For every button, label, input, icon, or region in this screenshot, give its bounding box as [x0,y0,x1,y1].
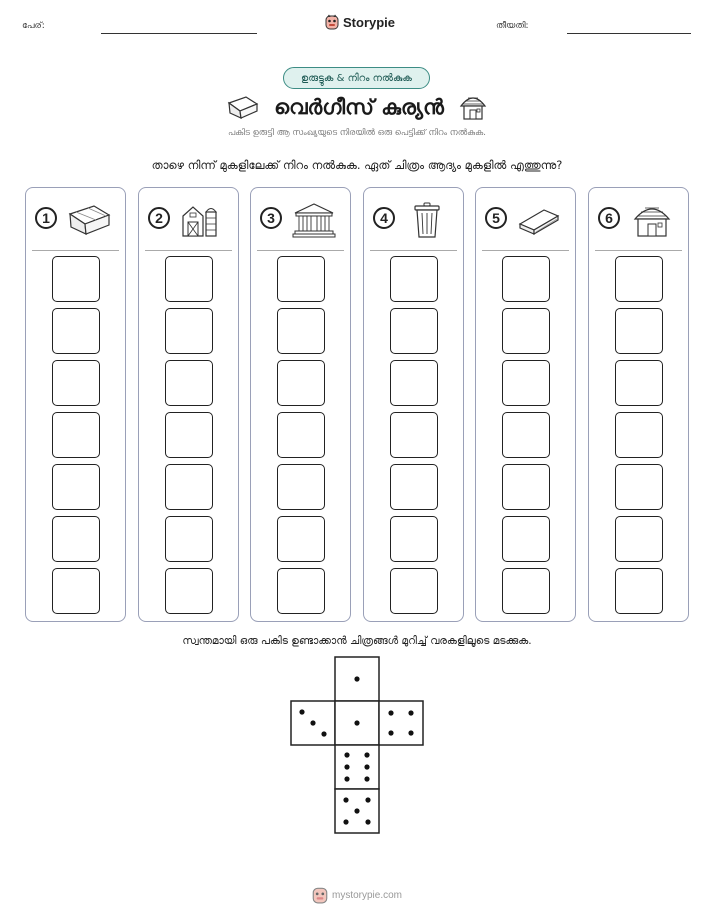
column-6 [588,187,689,622]
storypie-mascot-icon [312,886,328,904]
color-box[interactable] [502,308,550,354]
color-box[interactable] [165,412,213,458]
color-box[interactable] [390,568,438,614]
column-number: 4 [373,207,395,229]
color-box[interactable] [277,412,325,458]
brand-name: Storypie [343,14,396,30]
column-divider [482,250,569,251]
name-line[interactable] [101,33,257,34]
color-box[interactable] [390,308,438,354]
color-box[interactable] [52,308,100,354]
date-label: തീയതി: [496,21,529,31]
bank-building-icon [291,202,337,238]
color-box[interactable] [277,568,325,614]
color-box[interactable] [615,360,663,406]
book-icon [516,202,562,238]
dice-net-drawing [290,656,426,836]
color-box[interactable] [165,360,213,406]
brand-logo [325,14,395,30]
package-icon [226,94,260,120]
color-box[interactable] [277,256,325,302]
color-box[interactable] [165,568,213,614]
trash-can-icon [404,202,450,238]
column-number: 5 [485,207,507,229]
color-box[interactable] [277,464,325,510]
color-box[interactable] [390,464,438,510]
column-2 [138,187,239,622]
color-box[interactable] [615,308,663,354]
color-box[interactable] [52,568,100,614]
color-box[interactable] [52,412,100,458]
column-divider [145,250,232,251]
color-box[interactable] [502,360,550,406]
column-divider [370,250,457,251]
column-5 [475,187,576,622]
color-box[interactable] [52,516,100,562]
column-1 [25,187,126,622]
column-4 [363,187,464,622]
column-number: 3 [260,207,282,229]
color-box[interactable] [615,516,663,562]
hut-icon [458,92,488,122]
color-box[interactable] [52,256,100,302]
color-box[interactable] [165,516,213,562]
color-box[interactable] [615,412,663,458]
barn-icon [179,202,225,238]
color-box[interactable] [277,516,325,562]
color-box[interactable] [165,464,213,510]
column-number: 6 [598,207,620,229]
color-box[interactable] [390,412,438,458]
storypie-mascot-icon [325,14,339,30]
footer-link[interactable]: mystorypie.com [331,889,402,901]
page-title: വെർഗീസ് കുര്യൻ [274,94,444,119]
date-line[interactable] [567,33,691,34]
color-box[interactable] [615,464,663,510]
color-box[interactable] [165,308,213,354]
column-divider [32,250,119,251]
package-icon [66,202,112,238]
column-3 [250,187,351,622]
color-box[interactable] [502,516,550,562]
color-box[interactable] [502,464,550,510]
footer [0,886,714,904]
column-divider [595,250,682,251]
color-box[interactable] [502,412,550,458]
dice-net [290,656,426,836]
column-number: 1 [35,207,57,229]
activity-type-badge: ഉരുട്ടുക & നിറം നൽകുക [283,67,430,89]
color-box[interactable] [165,256,213,302]
column-number: 2 [148,207,170,229]
color-box[interactable] [390,256,438,302]
dice-instruction: സ്വന്തമായി ഒരു പകിട ഉണ്ടാക്കാൻ ചിത്രങ്ങൾ മുറിച്ച് വരകളിലൂടെ മടക്കുക. [182,635,532,647]
page-title-row [0,92,714,122]
color-box[interactable] [277,360,325,406]
color-box[interactable] [390,516,438,562]
color-box[interactable] [52,464,100,510]
instruction-text: താഴെ നിന്ന് മുകളിലേക്ക് നിറം നൽകുക. ഏത് ചിത്രം ആദ്യം മുകളിൽ എത്തുന്നു? [151,158,563,172]
color-box[interactable] [502,256,550,302]
column-divider [257,250,344,251]
color-box[interactable] [615,256,663,302]
color-box[interactable] [502,568,550,614]
name-label: പേര്: [22,21,45,31]
color-box[interactable] [52,360,100,406]
hut-icon [629,202,675,238]
color-box[interactable] [615,568,663,614]
page-subtitle: പകിട ഉരുട്ടി ആ സംഖ്യയുടെ നിരയിൽ ഒരു പെട്ടിക്ക് നിറം നൽകുക. [228,128,486,138]
color-box[interactable] [277,308,325,354]
color-box[interactable] [390,360,438,406]
